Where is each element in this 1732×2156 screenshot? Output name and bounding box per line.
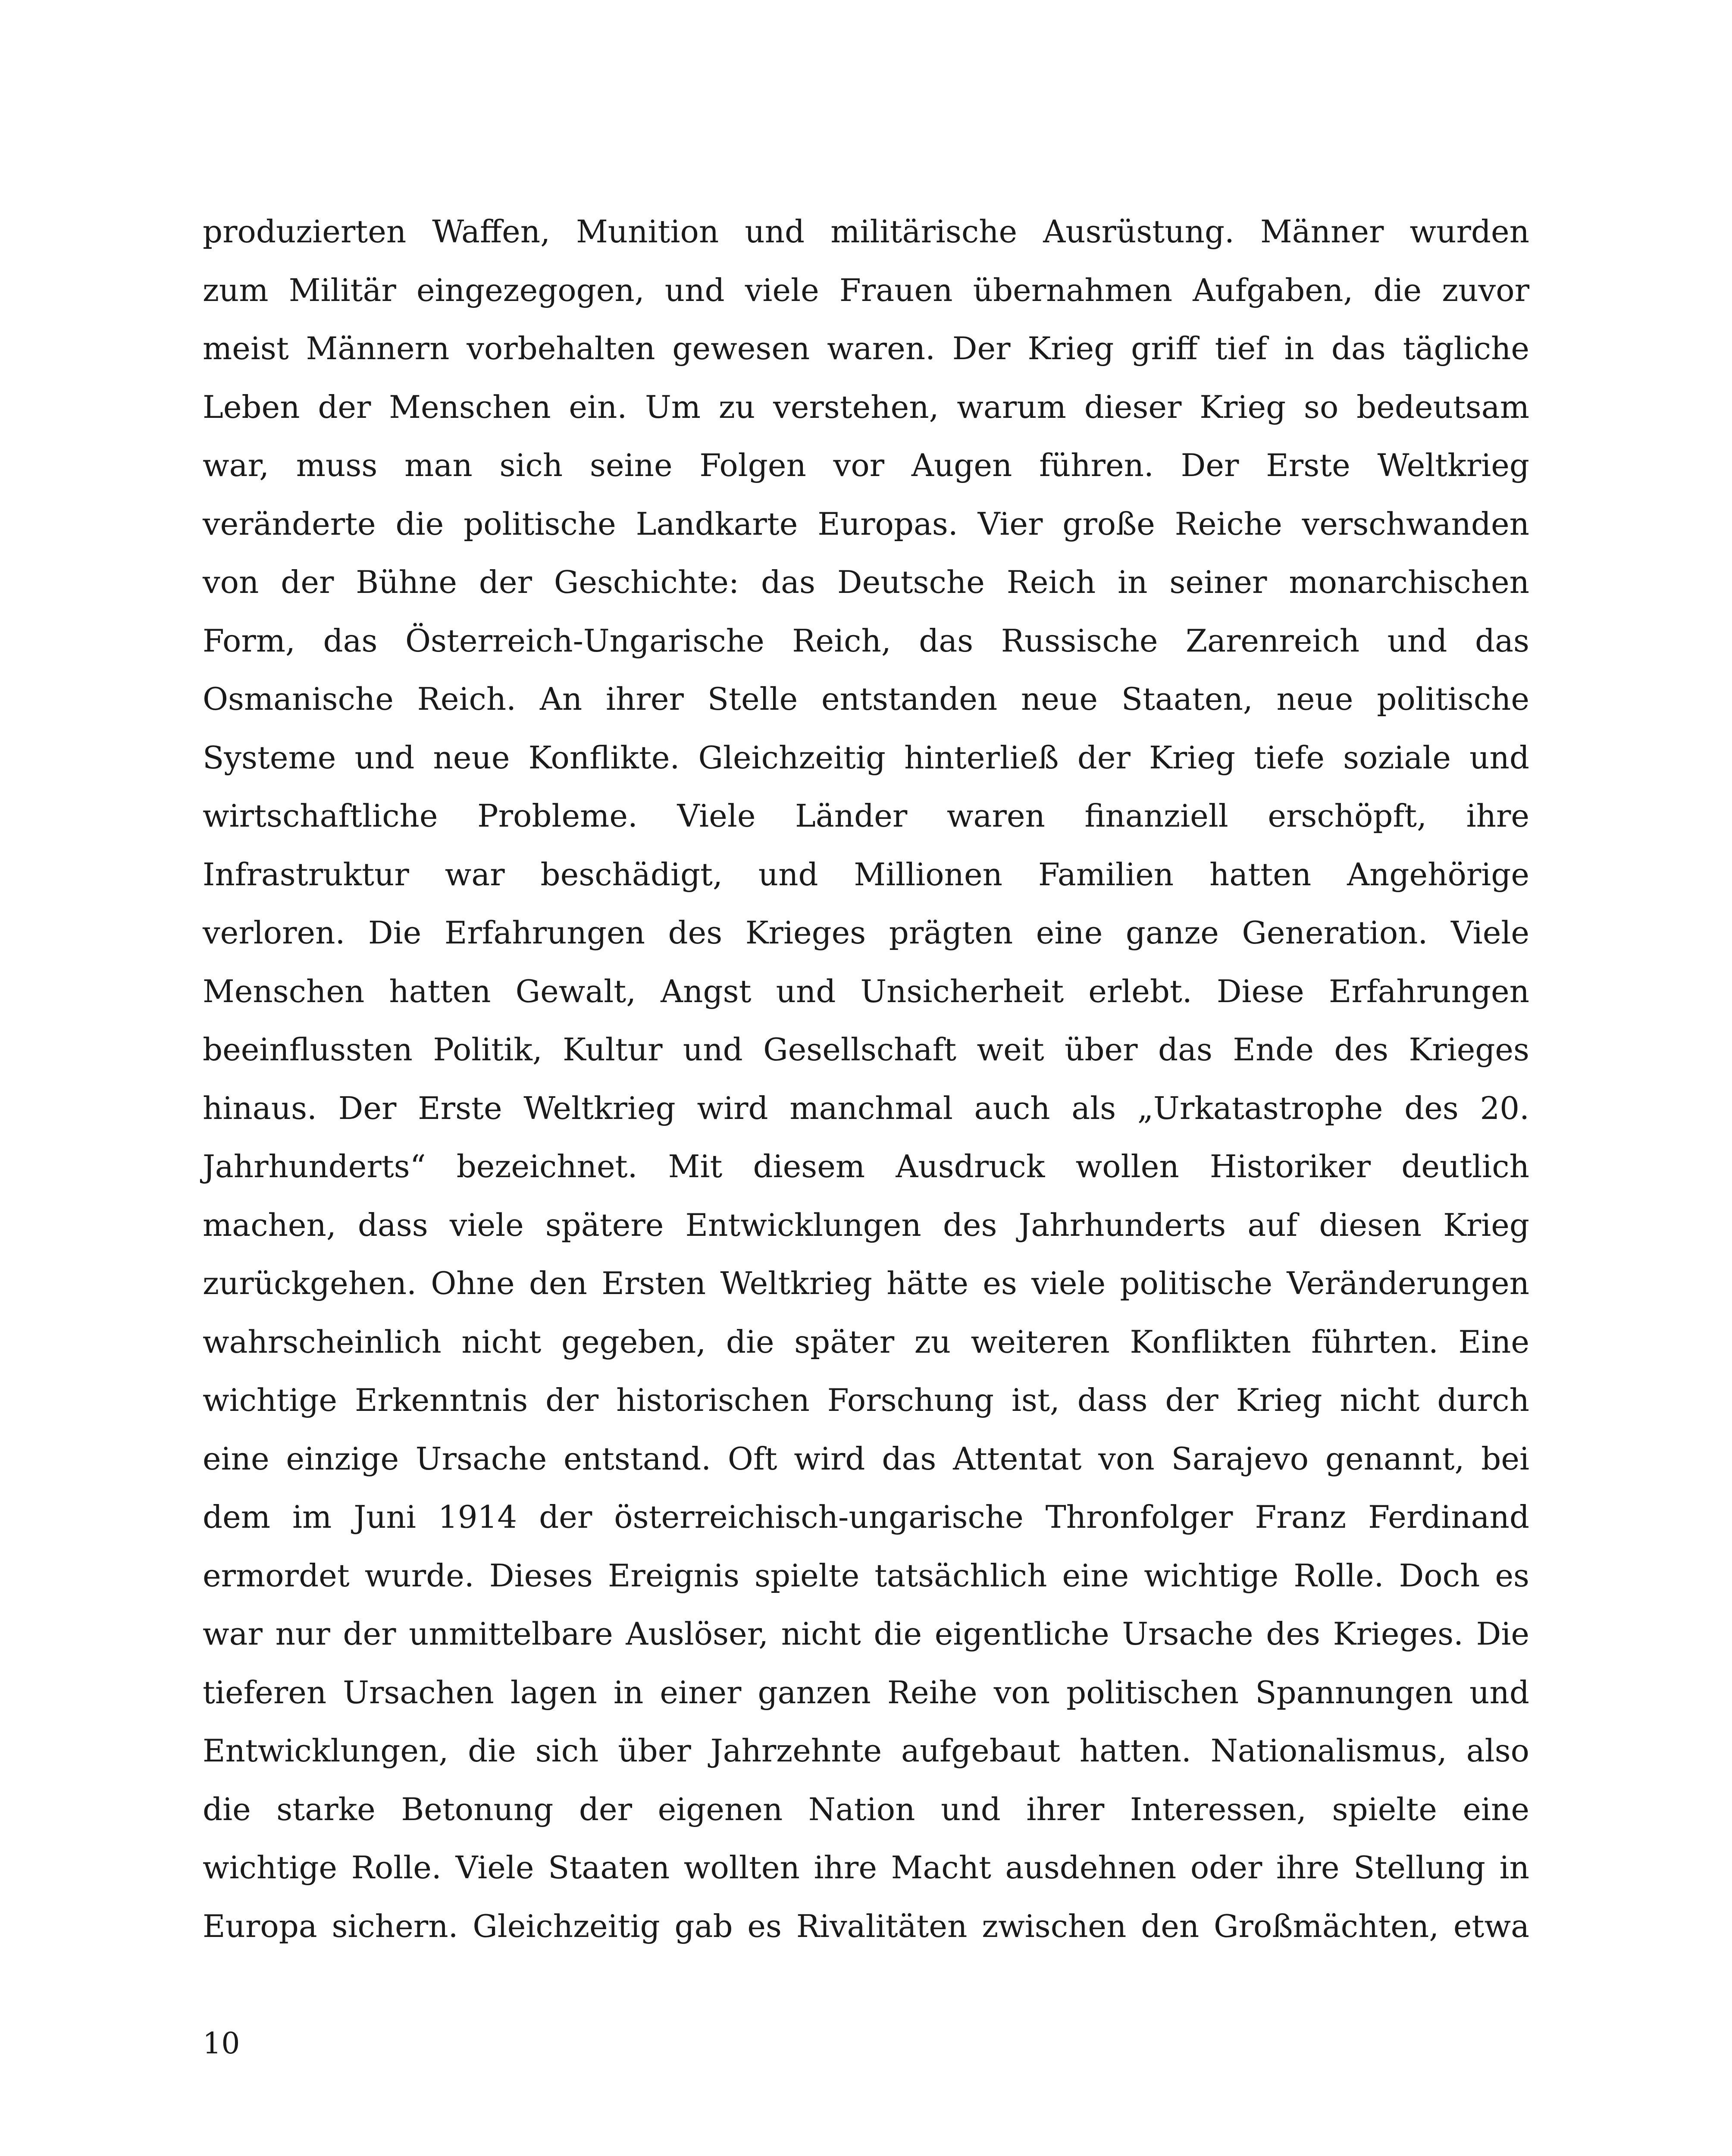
text-line: zum Militär eingezegogen, und viele Frauen übernahmen Aufgaben, die zuvor (203, 272, 1529, 308)
text-line: zurückgehen. Ohne den Ersten Weltkrieg hätte es viele politische Veränderungen (203, 1265, 1529, 1301)
text-line: Osmanische Reich. An ihrer Stelle entstanden neue Staaten, neue politische (203, 681, 1529, 717)
text-line: wichtige Erkenntnis der historischen Forschung ist, dass der Krieg nicht durch (203, 1382, 1529, 1418)
text-line: war, muss man sich seine Folgen vor Augen führen. Der Erste Weltkrieg (203, 447, 1529, 483)
text-line: Systeme und neue Konflikte. Gleichzeitig hinterließ der Krieg tiefe soziale und (203, 739, 1529, 776)
text-line: dem im Juni 1914 der österreichisch-ungarische Thronfolger Franz Ferdinand (203, 1499, 1529, 1535)
text-line: hinaus. Der Erste Weltkrieg wird manchmal auch als „Urkatastrophe des 20. (203, 1090, 1529, 1126)
text-line: wahrscheinlich nicht gegeben, die später zu weiteren Konflikten führten. Eine (203, 1323, 1529, 1360)
text-line: veränderte die politische Landkarte Europas. Vier große Reiche verschwanden (203, 505, 1529, 542)
text-line: Infrastruktur war beschädigt, und Millionen Familien hatten Angehörige (203, 856, 1529, 893)
text-line: wirtschaftliche Probleme. Viele Länder waren finanziell erschöpft, ihre (203, 798, 1529, 834)
text-line: eine einzige Ursache entstand. Oft wird das Attentat von Sarajevo genannt, bei (203, 1440, 1529, 1477)
text-line: die starke Betonung der eigenen Nation und ihrer Interessen, spielte eine (203, 1791, 1529, 1827)
text-line: Europa sichern. Gleichzeitig gab es Rivalitäten zwischen den Großmächten, etwa (203, 1908, 1529, 1944)
text-line: machen, dass viele spätere Entwicklungen des Jahrhunderts auf diesen Krieg (203, 1206, 1529, 1243)
text-line: meist Männern vorbehalten gewesen waren. Der Krieg griff tief in das tägliche (203, 330, 1529, 367)
text-line: verloren. Die Erfahrungen des Krieges prägten eine ganze Generation. Viele (203, 915, 1529, 951)
text-line: produzierten Waffen, Munition und militärische Ausrüstung. Männer wurden (203, 213, 1529, 250)
text-line: wichtige Rolle. Viele Staaten wollten ihre Macht ausdehnen oder ihre Stellung in (203, 1849, 1529, 1886)
text-line: Entwicklungen, die sich über Jahrzehnte aufgebaut hatten. Nationalismus, also (203, 1733, 1529, 1769)
text-line: Jahrhunderts“ bezeichnet. Mit diesem Ausdruck wollen Historiker deutlich (203, 1148, 1529, 1185)
text-line: war nur der unmittelbare Auslöser, nicht die eigentliche Ursache des Krieges. Die (203, 1616, 1529, 1652)
page-number: 10 (203, 2027, 240, 2061)
text-line: Form, das Österreich-Ungarische Reich, das Russische Zarenreich und das (203, 622, 1529, 659)
text-line: ermordet wurde. Dieses Ereignis spielte tatsächlich eine wichtige Rolle. Doch es (203, 1557, 1529, 1594)
body-text (203, 203, 1529, 1955)
text-line: tieferen Ursachen lagen in einer ganzen Reihe von politischen Spannungen und (203, 1674, 1529, 1711)
text-line: Menschen hatten Gewalt, Angst und Unsicherheit erlebt. Diese Erfahrungen (203, 973, 1529, 1009)
text-line: Leben der Menschen ein. Um zu verstehen, warum dieser Krieg so bedeutsam (203, 389, 1529, 425)
text-line: von der Bühne der Geschichte: das Deutsche Reich in seiner monarchischen (203, 564, 1529, 600)
text-line: beeinflussten Politik, Kultur und Gesellschaft weit über das Ende des Krieges (203, 1031, 1529, 1068)
